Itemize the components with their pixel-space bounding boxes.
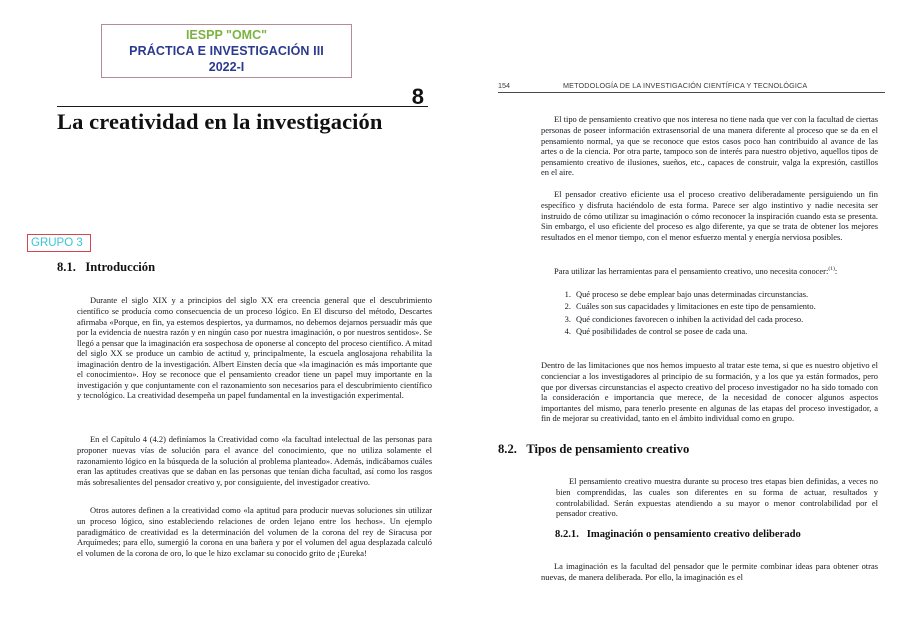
right-paragraph-1: El tipo de pensamiento creativo que nos interesa no tiene nada que ver con la facultad de ciertas personas de poseer información extrasensorial de una manera diferente al proceso que se da en el pensamiento normal, ya que se reconoce que estos casos poco han contribuido al avance de las artes o de la ciencia. Por otra parte, tampoco son de interés para nuestro objetivo, aquellos tipos de pensamiento creativo de ilusiones, sueños, etc., capaces de construir, valga la expresión, castillos en el aire. [541, 114, 878, 178]
chapter-rule [57, 106, 428, 107]
section-8-2-title: Tipos de pensamiento creativo [526, 442, 690, 456]
stamp-line-course: PRÁCTICA E INVESTIGACIÓN III [129, 44, 324, 58]
right-paragraph-2: El pensador creativo eficiente usa el proceso creativo deliberadamente persiguiendo un fin específico y disfruta haciéndolo de esta forma. Parece ser algo instintivo y nadie necesita ser instruido de cómo utilizar su imaginación o cómo reconocer la inspiración cuando esta se presenta. Sin embargo, el uso eficiente del proceso es algo diferente, ya que se trata de obtener los mejores resultados en el menor tiempo, con el menor esfuerzo mental y energía nerviosa posibles. [541, 189, 878, 242]
section-heading-8-2 [498, 442, 689, 457]
list-item [557, 288, 887, 300]
section-8-2-1-title: Imaginación o pensamiento creativo deliberado [586, 529, 801, 540]
list-item [557, 300, 887, 312]
left-paragraph-2: En el Capítulo 4 (4.2) definíamos la Creatividad como «la facultad intelectual de las personas para proponer nuevas vías de solución para el avance del conocimiento, que no utiliza solamente el razonamiento lógico en la búsqueda de la solución al problema planteado». Además, indicábamos cuáles eran las aptitudes creativas que se daban en las personas que tenían dicha facultad, así como los rasgos más sobresalientes del pensador creativo y, por consiguiente, del investigador creativo. [77, 434, 432, 487]
footnote-marker: (1) [828, 266, 835, 273]
list-item-number: 3. [564, 313, 571, 324]
list-item-text: Qué proceso se debe emplear bajo unas determinadas circunstancias. [576, 289, 809, 299]
section-8-2-number: 8.2. [498, 442, 517, 456]
list-item-number: 2. [564, 301, 571, 312]
right-paragraph-4: Dentro de las limitaciones que nos hemos impuesto al tratar este tema, si que es nuestro objetivo el concienciar a los investigadores al principio de su formación, y a los que ya están formados, pero que por diversas circunstancias el aspecto creativo del proceso investigador no ha sido tomado con la consideración e importancia que merece, de la necesidad de conocer algunos aspectos importantes del mismo, para tenerlo presente en algunas de las etapas del proceso investigador, a fin de mejorar su creatividad, tanto en el ámbito individual como en grupo. [541, 360, 878, 424]
left-paragraph-3: Otros autores definen a la creatividad como «la aptitud para producir nuevas soluciones sin utilizar un proceso lógico, sino estableciendo relaciones de orden lejano entre los hechos». Un ejemplo paradigmático de creatividad es la determinación del volumen de la corona del rey de Siracusa por Arquímedes; para ello, sumergió la corona en una bañera y por el volumen del agua desplazada calculó el volumen de la corona de oro, lo que le hizo exclamar su conocido grito de ¡Eureka! [77, 505, 432, 558]
section-8-1-title: Introducción [85, 260, 156, 274]
left-page [0, 0, 452, 640]
list-item-number: 1. [564, 289, 571, 299]
section-8-2-1-paragraph: La imaginación es la facultad del pensador que le permite combinar ideas para obtener otras nuevas, de manera deliberada. Por ello, la imaginación es el [541, 561, 878, 582]
running-head-title: METODOLOGÍA DE LA INVESTIGACIÓN CIENTÍFICA Y TECNOLÓGICA [563, 81, 808, 90]
chapter-title: La creatividad en la investigación [57, 109, 383, 134]
running-head-page-number: 154 [498, 81, 510, 90]
list-item-text: Qué posibilidades de control se posee de cada una. [576, 325, 748, 336]
list-item [557, 325, 887, 337]
group-tag-label: GRUPO 3 [31, 237, 83, 249]
list-item-number: 4. [564, 325, 571, 336]
section-heading-8-1 [57, 260, 155, 275]
running-head-rule [498, 92, 885, 93]
list-item [557, 313, 887, 325]
list-item-text: Qué condiciones favorecen o inhiben la actividad del cada proceso. [576, 313, 804, 324]
list-item-text: Cuáles son sus capacidades y limitaciones en este tipo de pensamiento. [576, 301, 816, 312]
right-paragraph-3: Para utilizar las herramientas para el pensamiento creativo, uno necesita conocer:$^{(1)}$: [554, 266, 838, 277]
numbered-list [557, 288, 887, 337]
stamp-line-institution: IESPP "OMC" [185, 28, 268, 42]
header-annotation-box [101, 24, 352, 78]
section-8-2-paragraph: El pensamiento creativo muestra durante su proceso tres etapas bien definidas, a veces no bien comprendidas, las cuales son diferentes en su forma de actuar, resultados y controlabilidad. Serán expuestas atendiendo a su mayor o menor controlabilidad por el pensador creativo. [556, 476, 878, 519]
chapter-number: 8 [411, 84, 424, 109]
left-paragraph-1: Durante el siglo XIX y a principios del siglo XX era creencia general que el descubrimiento científico se producía como consecuencia de un proceso lógico. En El discurso del método, Descartes afirmaba «Porque, en fin, ya estemos despiertos, ya durmamos, no debemos dejarnos persuadir más que por la evidencia de nuestra razón y en ningún caso por nuestra imaginación, o por nuestros sentidos». Se llegó a pensar que la imaginación era sospechosa de oponerse al concepto del proceso científico. A mitad del siglo XX se produce un cambio de actitud y, principalmente, la escuela anglosajona rehabilita la imaginación dentro de la investigación. Albert Einsten decía que «la imaginación es más importante que el conocimiento». Hoy se reconoce que el pensamiento creador tiene un papel muy importante en la investigación y que conjuntamente con el razonamiento son necesarios para el descubrimiento científico y tecnológico. La creatividad desempeña un papel fundamental en la investigación experimental. [77, 295, 432, 401]
right-paragraph-3-text: Para utilizar las herramientas para el pensamiento creativo, uno necesita conocer: [554, 266, 829, 277]
stamp-line-term: 2022-I [208, 60, 245, 74]
section-heading-8-2-1 [555, 529, 801, 540]
section-8-1-number: 8.1. [57, 260, 76, 274]
section-8-2-1-number: 8.2.1. [555, 529, 579, 540]
